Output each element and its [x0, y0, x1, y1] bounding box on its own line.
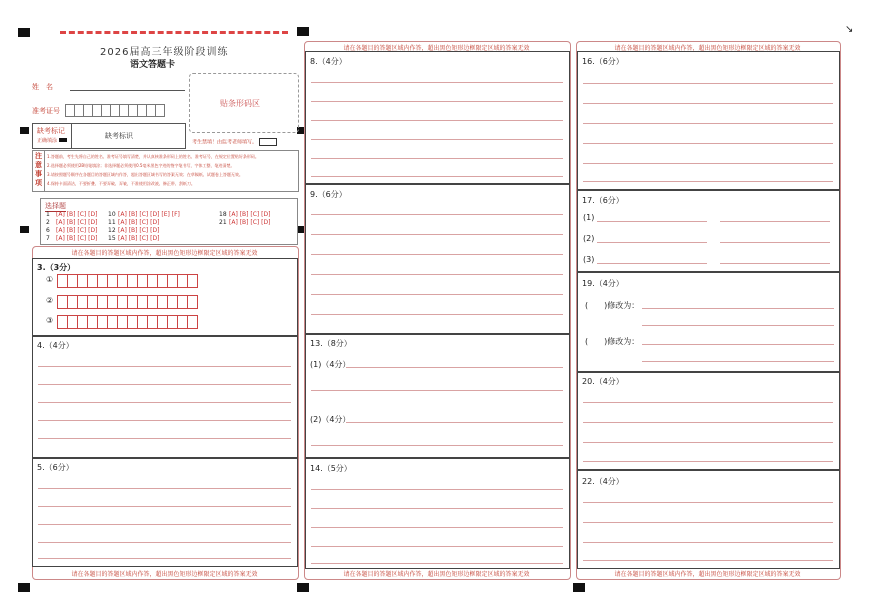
q5-line-4[interactable]: [38, 542, 291, 543]
q3-row2-grid[interactable]: [57, 294, 197, 313]
q20-label: 20.（4分）: [582, 377, 624, 386]
notes-box: [32, 150, 299, 192]
q9-box: [305, 183, 570, 335]
q20-line-4[interactable]: [583, 461, 833, 462]
registration-mark-bottom-mid2: [573, 583, 585, 592]
q4-line-3[interactable]: [38, 402, 291, 403]
q16-line-4[interactable]: [583, 143, 833, 144]
registration-mark-side2: [20, 226, 29, 233]
col3-warning-bottom: 请在各题目的答题区域内作答，超出黑色矩形边框限定区域的答案无效: [614, 571, 801, 578]
q9-line-2[interactable]: [311, 234, 563, 235]
barcode-label: 贴条形码区: [220, 99, 260, 108]
mc-heading: 选择题: [45, 202, 66, 210]
q5-line-1[interactable]: [38, 488, 291, 489]
q14-line-1[interactable]: [311, 489, 563, 490]
q17-row1-line-a[interactable]: [597, 221, 707, 222]
absent-box: [32, 123, 186, 149]
q3-label: 3.（3分）: [37, 263, 76, 272]
q16-line-2[interactable]: [583, 103, 833, 104]
q17-row3-line-b[interactable]: [720, 263, 830, 264]
q22-line-1[interactable]: [583, 502, 833, 503]
exam-hint: 考生禁填！由监考老师填写。: [192, 138, 277, 146]
q19-row1-label: ( )修改为：: [585, 301, 640, 310]
q4-line-5[interactable]: [38, 438, 291, 439]
q17-row1-label: (1): [583, 213, 595, 222]
q14-line-3[interactable]: [311, 527, 563, 528]
q5-label: 5.（6分）: [37, 463, 74, 472]
q16-label: 16.（6分）: [582, 57, 624, 66]
q9-line-3[interactable]: [311, 254, 563, 255]
q13-sub2-line-b[interactable]: [311, 445, 563, 446]
col3-warning-top: 请在各题目的答题区域内作答，超出黑色矩形边框限定区域的答案无效: [614, 45, 801, 52]
q8-line-2[interactable]: [311, 101, 563, 102]
q17-label: 17.（6分）: [582, 196, 624, 205]
q8-line-4[interactable]: [311, 139, 563, 140]
header-dash-line: [60, 31, 288, 34]
q5-box: [32, 457, 298, 567]
q8-line-3[interactable]: [311, 120, 563, 121]
q22-line-3[interactable]: [583, 542, 833, 543]
q20-line-1[interactable]: [583, 402, 833, 403]
mc-row-7[interactable]: 7 [A] [B] [C] [D]: [46, 235, 98, 242]
q19-row2-line-a[interactable]: [642, 344, 834, 345]
note-4: 4.保持卡面清洁，不要折叠、不要弄破、弄皱，不准使用涂改液、修正带、刮纸刀。: [47, 181, 195, 186]
q13-sub1-label: (1)（4分）: [310, 360, 351, 369]
notes-heading: 注意事项: [35, 152, 42, 187]
q19-row2-line-b[interactable]: [642, 361, 834, 362]
mc-row-21[interactable]: 21 [A] [B] [C] [D]: [219, 219, 271, 226]
q3-row1-grid[interactable]: [57, 273, 197, 292]
q8-line-6[interactable]: [311, 176, 563, 177]
col2-warning-bottom: 请在各题目的答题区域内作答，超出黑色矩形边框限定区域的答案无效: [343, 571, 530, 578]
q8-label: 8.（4分）: [310, 57, 347, 66]
q5-line-2[interactable]: [38, 506, 291, 507]
q3-row1-label: ①: [46, 275, 54, 284]
q17-row2-line-b[interactable]: [720, 242, 830, 243]
absent-note: 正确填涂: [37, 137, 67, 144]
q19-row1-line-a[interactable]: [642, 308, 834, 309]
q13-sub2-label: (2)（4分）: [310, 415, 351, 424]
registration-mark-bottom-mid: [297, 583, 309, 592]
registration-mark-top-mid: [297, 27, 309, 36]
q4-box: [32, 335, 298, 459]
registration-mark-bottom-left: [18, 583, 30, 592]
ticket-number-grid[interactable]: [65, 102, 164, 121]
q17-row1-line-b[interactable]: [720, 221, 830, 222]
q17-row3-label: (3): [583, 255, 595, 264]
q19-label: 19.（4分）: [582, 279, 624, 288]
ticket-label: 准考证号: [32, 107, 60, 115]
q3-row3-label: ③: [46, 316, 54, 325]
absent-label: 缺考标记: [37, 127, 65, 135]
q13-sub1-line-b[interactable]: [311, 390, 563, 391]
mc-row-2[interactable]: 2 [A] [B] [C] [D]: [46, 219, 98, 226]
q19-row2-label: ( )修改为：: [585, 337, 640, 346]
q17-row2-line-a[interactable]: [597, 242, 707, 243]
q16-line-1[interactable]: [583, 83, 833, 84]
mc-row-11[interactable]: 11 [A] [B] [C] [D]: [108, 219, 160, 226]
q16-line-3[interactable]: [583, 123, 833, 124]
q5-line-5[interactable]: [38, 558, 291, 559]
q14-line-2[interactable]: [311, 508, 563, 509]
q9-label: 9.（6分）: [310, 190, 347, 199]
q16-line-5[interactable]: [583, 163, 833, 164]
q3-row3-grid[interactable]: [57, 314, 197, 333]
name-field[interactable]: [70, 90, 185, 91]
mc-row-12[interactable]: 12 [A] [B] [C] [D]: [108, 227, 160, 234]
q4-line-1[interactable]: [38, 366, 291, 367]
col2-warning-top: 请在各题目的答题区域内作答，超出黑色矩形边框限定区域的答案无效: [343, 45, 530, 52]
q16-box: [577, 51, 840, 191]
q14-line-5[interactable]: [311, 563, 563, 564]
q13-label: 13.（8分）: [310, 339, 352, 348]
q19-row1-line-b[interactable]: [642, 325, 834, 326]
corner-arrow-icon: ↘: [845, 24, 854, 35]
q16-line-6[interactable]: [583, 181, 833, 182]
mark-label: 缺考标识: [105, 132, 133, 140]
q13-sub1-line-a[interactable]: [346, 367, 563, 368]
page-subtitle: 语文答题卡: [130, 60, 176, 70]
notes-divider: [44, 151, 45, 191]
q5-line-3[interactable]: [38, 524, 291, 525]
q22-line-4[interactable]: [583, 560, 833, 561]
q3-row2-label: ②: [46, 296, 54, 305]
barcode-area: [189, 73, 299, 133]
mc-row-15[interactable]: 15 [A] [B] [C] [D]: [108, 235, 160, 242]
q22-line-2[interactable]: [583, 522, 833, 523]
q8-box: [305, 51, 570, 185]
q4-line-4[interactable]: [38, 420, 291, 421]
mc-row-10[interactable]: 10 [A] [B] [C] [D] [E] [F]: [108, 211, 180, 218]
q13-box: [305, 333, 570, 459]
col1-warning-bottom: 请在各题目的答题区域内作答，超出黑色矩形边框限定区域的答案无效: [71, 571, 258, 578]
q4-line-2[interactable]: [38, 384, 291, 385]
q9-line-5[interactable]: [311, 294, 563, 295]
q13-sub2-line-a[interactable]: [346, 422, 563, 423]
q17-row2-label: (2): [583, 234, 595, 243]
q20-line-2[interactable]: [583, 422, 833, 423]
note-2: 2.选择题必须使用2B铅笔填涂；非选择题必须使用0.5毫米黑色字迹的签字笔书写，字体工整、笔迹清楚。: [47, 163, 235, 168]
mc-row-18[interactable]: 18 [A] [B] [C] [D]: [219, 211, 271, 218]
page-title: 2026届高三年级阶段训练: [100, 47, 229, 58]
q4-label: 4.（4分）: [37, 341, 74, 350]
q9-line-6[interactable]: [311, 314, 563, 315]
registration-mark-top-left: [18, 28, 30, 37]
name-label: 姓 名: [32, 83, 53, 91]
registration-mark-side: [20, 127, 29, 134]
note-3: 3.请按照题号顺序在各题目的答题区域内作答，超出答题区域书写的答案无效；在草稿纸、试题卷上答题无效。: [47, 172, 243, 177]
note-1: 1.答题前，考生先将自己的姓名、准考证号填写清楚，并认真核准条形码上的姓名、准考证号，在规定位置贴好条形码。: [47, 154, 259, 159]
col1-warning-top: 请在各题目的答题区域内作答，超出黑色矩形边框限定区域的答案无效: [71, 250, 258, 257]
q20-line-3[interactable]: [583, 442, 833, 443]
q9-line-4[interactable]: [311, 274, 563, 275]
absent-divider: [71, 124, 72, 148]
mc-row-1[interactable]: 1 [A] [B] [C] [D]: [46, 211, 98, 218]
q17-row3-line-a[interactable]: [597, 263, 707, 264]
q8-line-5[interactable]: [311, 158, 563, 159]
q8-line-1[interactable]: [311, 82, 563, 83]
q22-label: 22.（4分）: [582, 477, 624, 486]
mc-row-6[interactable]: 6 [A] [B] [C] [D]: [46, 227, 98, 234]
q9-line-1[interactable]: [311, 214, 563, 215]
q14-label: 14.（5分）: [310, 464, 352, 473]
q14-line-4[interactable]: [311, 546, 563, 547]
exam-hint-box[interactable]: [259, 138, 277, 146]
